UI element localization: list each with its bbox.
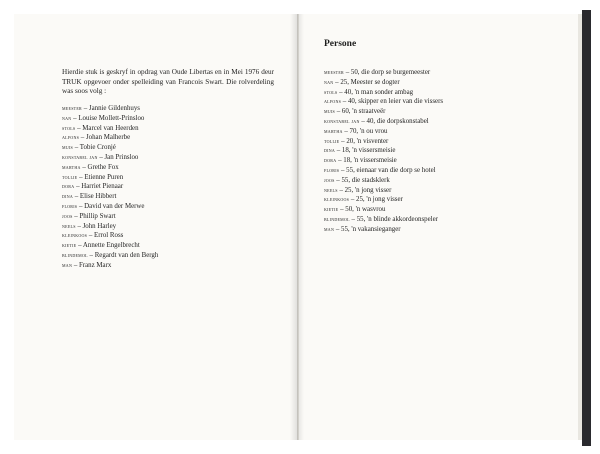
role-name: muis <box>62 144 74 152</box>
role-name: konstabel jan <box>324 117 360 125</box>
book-cover-edge <box>582 10 591 446</box>
role-description: – 40, 'n man sonder ambag <box>339 88 414 96</box>
role-name: blindemol <box>324 215 350 223</box>
cast-entry <box>62 143 282 153</box>
role-description: – 55, eienaar van die dorp se hotel <box>341 166 436 174</box>
cast-entry <box>62 231 282 241</box>
character-entry <box>324 97 574 107</box>
character-entry <box>324 78 574 88</box>
role-description: – 25, 'n jong visser <box>339 186 392 194</box>
role-name: kleinkoos <box>324 196 350 204</box>
cast-entry <box>62 163 282 173</box>
role-description: – 25, Meester se dogter <box>335 78 400 86</box>
character-list <box>324 68 574 235</box>
book-gutter <box>290 14 304 440</box>
role-description: – 18, 'n vissersmeisie <box>336 147 396 155</box>
role-description: – 55, die stadsklerk <box>336 176 390 184</box>
character-entry <box>324 156 574 166</box>
actor-name: – Errol Ross <box>88 232 124 240</box>
actor-name: – Jan Prinsloo <box>99 153 139 161</box>
actor-name: – Johan Malherbe <box>80 134 131 142</box>
cast-entry <box>62 173 282 183</box>
role-description: – 70, 'n ou vrou <box>344 127 388 135</box>
character-entry <box>324 225 574 235</box>
role-description: – 18, 'n vissersmeisie <box>338 157 397 165</box>
actor-name: – Phillip Swart <box>74 212 116 220</box>
character-entry <box>324 176 574 186</box>
role-description: – 25, 'n jong visser <box>350 196 403 204</box>
cast-entry <box>62 212 282 222</box>
role-name: joos <box>324 176 335 184</box>
role-name: kietie <box>62 242 77 250</box>
character-entry <box>324 166 574 176</box>
character-entry <box>324 215 574 225</box>
role-name: neels <box>62 222 76 230</box>
role-name: man <box>324 225 335 233</box>
cast-entry <box>62 114 282 124</box>
actor-name: – Grethe Fox <box>82 163 119 171</box>
role-description: – 20, 'n visventer <box>341 137 389 145</box>
character-entry <box>324 205 574 215</box>
actor-name: – Marcel van Heerden <box>77 124 139 132</box>
cast-entry <box>62 202 282 212</box>
intro-paragraph: Hierdie stuk is geskryf in opdrag van Oude Libertas en in Mei 1976 deur TRUK opgevoer onder spelleiding van Francois Swart. Die rolverdeling was soos volg : <box>62 68 274 96</box>
cast-entry <box>62 104 282 114</box>
role-name: dora <box>324 157 337 165</box>
role-name: stols <box>324 88 338 96</box>
character-entry <box>324 68 574 78</box>
role-name: dora <box>62 183 75 191</box>
character-entry <box>324 88 574 98</box>
role-name: floris <box>324 166 340 174</box>
actor-name: – Regardt van den Bergh <box>89 251 159 259</box>
actor-name: – Annette Engelbrecht <box>78 242 140 250</box>
persone-heading: Persone <box>324 39 357 49</box>
role-description: – 50, die dorp se burgemeester <box>345 69 431 76</box>
role-description: – 60, 'n straatveër <box>336 108 386 116</box>
role-description: – 55, 'n blinde akkordeonspeler <box>351 215 438 223</box>
role-name: nan <box>324 78 334 86</box>
role-name: kietie <box>324 206 339 214</box>
role-name: alfons <box>62 134 80 142</box>
character-entry <box>324 195 574 205</box>
role-description: – 55, 'n vakansieganger <box>335 225 401 233</box>
role-description: – 40, skipper en leier van die vissers <box>342 98 444 106</box>
cast-entry <box>62 133 282 143</box>
cast-entry <box>62 222 282 232</box>
actor-name: – Jannie Gildenhuys <box>83 105 140 112</box>
character-entry <box>324 127 574 137</box>
role-name: man <box>62 261 73 269</box>
actor-name: – David van der Merwe <box>79 202 145 210</box>
character-entry <box>324 137 574 147</box>
character-entry <box>324 146 574 156</box>
role-name: neels <box>324 186 338 194</box>
role-name: tollie <box>324 137 340 145</box>
role-description: – 40, die dorpskonstabel <box>361 117 429 125</box>
role-name: muis <box>324 108 336 116</box>
role-name: martha <box>62 163 81 171</box>
role-name: nan <box>62 114 72 122</box>
actor-name: – John Harley <box>77 222 117 230</box>
cast-entry <box>62 124 282 134</box>
actor-name: – Franz Marx <box>73 261 112 269</box>
cast-entry <box>62 192 282 202</box>
cast-entry <box>62 182 282 192</box>
role-name: floris <box>62 202 78 210</box>
role-name: dina <box>324 147 335 155</box>
cast-entry <box>62 241 282 251</box>
cast-list <box>62 104 282 271</box>
character-entry <box>324 117 574 127</box>
role-name: dina <box>62 193 73 201</box>
role-name: meester <box>324 69 344 76</box>
role-name: martha <box>324 127 343 135</box>
character-entry <box>324 107 574 117</box>
role-name: joos <box>62 212 73 220</box>
role-description: – 50, 'n wasvrou <box>340 206 386 214</box>
role-name: stols <box>62 124 76 132</box>
cast-entry <box>62 251 282 261</box>
role-name: konstabel jan <box>62 153 98 161</box>
role-name: kleinkoos <box>62 232 88 240</box>
actor-name: – Etienne Puren <box>79 173 124 181</box>
role-name: meester <box>62 105 82 112</box>
cast-entry <box>62 153 282 163</box>
actor-name: – Louise Mollett-Prinsloo <box>73 114 145 122</box>
cast-entry <box>62 261 282 271</box>
role-name: alfons <box>324 98 342 106</box>
character-entry <box>324 186 574 196</box>
role-name: tollie <box>62 173 78 181</box>
role-name: blindemol <box>62 251 88 259</box>
actor-name: – Harriet Pienaar <box>76 183 124 191</box>
actor-name: – Elise Hibbert <box>74 193 117 201</box>
actor-name: – Tobie Cronjé <box>74 144 116 152</box>
